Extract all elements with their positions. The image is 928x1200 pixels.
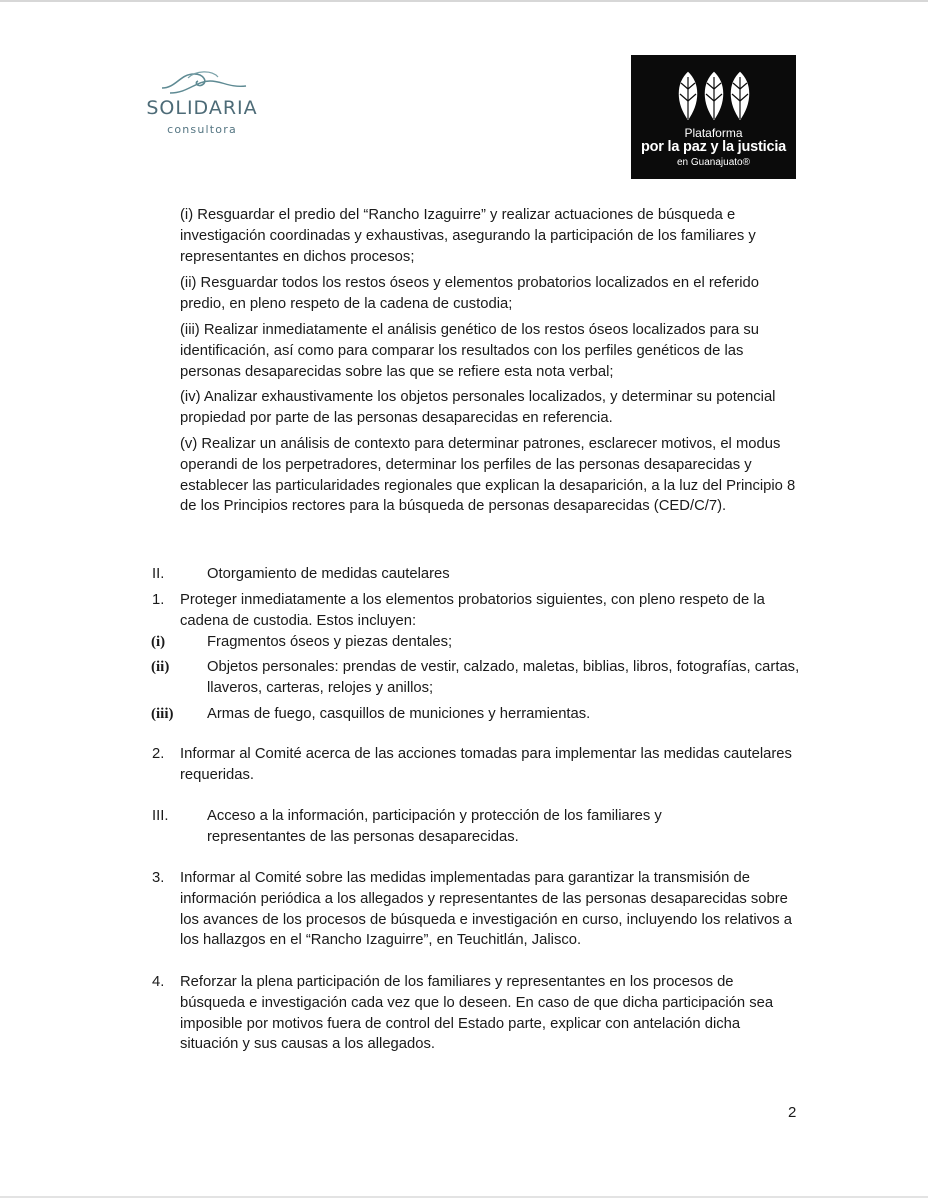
subitem-iii-numeral: (iii) — [151, 706, 174, 722]
intro-item-v: (v) Realizar un análisis de contexto para determinar patrones, esclarecer motivos, el modus operandi de los perpetradores, determinar los perfiles de las personas desaparecidas y establecer las particularidades regionales que explican la desaparición, a la luz del Principio 8 de los Principios rectores para la búsqueda de personas desaparecidas (CED/C/7). — [180, 436, 796, 515]
page-bottom-edge — [0, 1196, 928, 1198]
item-2-number: 2. — [152, 746, 165, 762]
page-number: 2 — [788, 1104, 797, 1121]
subitem-i-text: Fragmentos óseos y piezas dentales; — [207, 634, 453, 650]
logo-brand-name: SOLIDARIA — [146, 97, 258, 119]
plataforma-logo — [631, 55, 796, 179]
item-1-number: 1. — [152, 592, 165, 608]
subitem-ii-text: Objetos personales: prendas de vestir, calzado, maletas, biblias, libros, fotografías, cartas, llaveros, carteras, relojes y anillos; — [207, 659, 800, 696]
intro-item-iii: (iii) Realizar inmediatamente el análisis genético de los restos óseos localizados para su identificación, así como para comparar los resultados con los perfiles genéticos de las personas desaparecidas sobre las que se refiere esta nota verbal; — [180, 322, 760, 380]
solidaria-logo — [140, 62, 265, 144]
intro-item-ii: (ii) Resguardar todos los restos óseos y elementos probatorios localizados en el referido predio, en pleno respeto de la cadena de custodia; — [180, 275, 760, 312]
intro-item-i: (i) Resguardar el predio del “Rancho Izaguirre” y realizar actuaciones de búsqueda e investigación coordinadas y exhaustivas, asegurando la participación de los familiares y representantes en dichos procesos; — [180, 207, 756, 265]
leaves-logo-icon — [675, 69, 753, 123]
subitem-ii-numeral: (ii) — [151, 659, 170, 675]
logo-line-2: por la paz y la justicia — [640, 139, 787, 155]
item-4-number: 4. — [152, 974, 165, 990]
section-iii-title: Acceso a la información, participación y protección de los familiares y representantes de las personas desaparecidas. — [207, 808, 662, 845]
logo-line-3: en Guanajuato® — [677, 157, 750, 168]
subitem-i-numeral: (i) — [151, 634, 166, 650]
page-top-edge — [0, 0, 928, 2]
section-iii-numeral: III. — [152, 808, 169, 824]
subitem-iii-text: Armas de fuego, casquillos de municiones y herramientas. — [207, 706, 591, 722]
intro-item-iv: (iv) Analizar exhaustivamente los objetos personales localizados, y determinar su potencial propiedad por parte de las personas desaparecidas en referencia. — [180, 389, 776, 426]
item-3-text: Informar al Comité sobre las medidas implementadas para garantizar la transmisión de información periódica a los allegados y representantes de las personas desaparecidas sobre los avances de los procesos de búsqueda e investigación en curso, incluyendo los relativos a los hallazgos en el “Rancho Izaguirre”, en Teuchitlán, Jalisco. — [180, 870, 792, 949]
wave-logo-icon — [158, 66, 248, 96]
item-3-number: 3. — [152, 870, 165, 886]
section-ii-numeral: II. — [152, 566, 165, 582]
item-4-text: Reforzar la plena participación de los familiares y representantes en los procesos de búsqueda e investigación cada vez que lo deseen. En caso de que dicha participación sea imposible por motivos fuera de control del Estado parte, explicar con antelación dicha situación y sus causas a los allegados. — [180, 974, 774, 1053]
section-ii-title: Otorgamiento de medidas cautelares — [207, 566, 450, 582]
item-1-text: Proteger inmediatamente a los elementos probatorios siguientes, con pleno respeto de la cadena de custodia. Estos incluyen: — [180, 592, 765, 629]
item-2-text: Informar al Comité acerca de las acciones tomadas para implementar las medidas cautelares requeridas. — [180, 746, 792, 783]
logo-line-1: Plataforma — [684, 126, 743, 140]
logo-brand-sub: consultora — [167, 123, 237, 136]
